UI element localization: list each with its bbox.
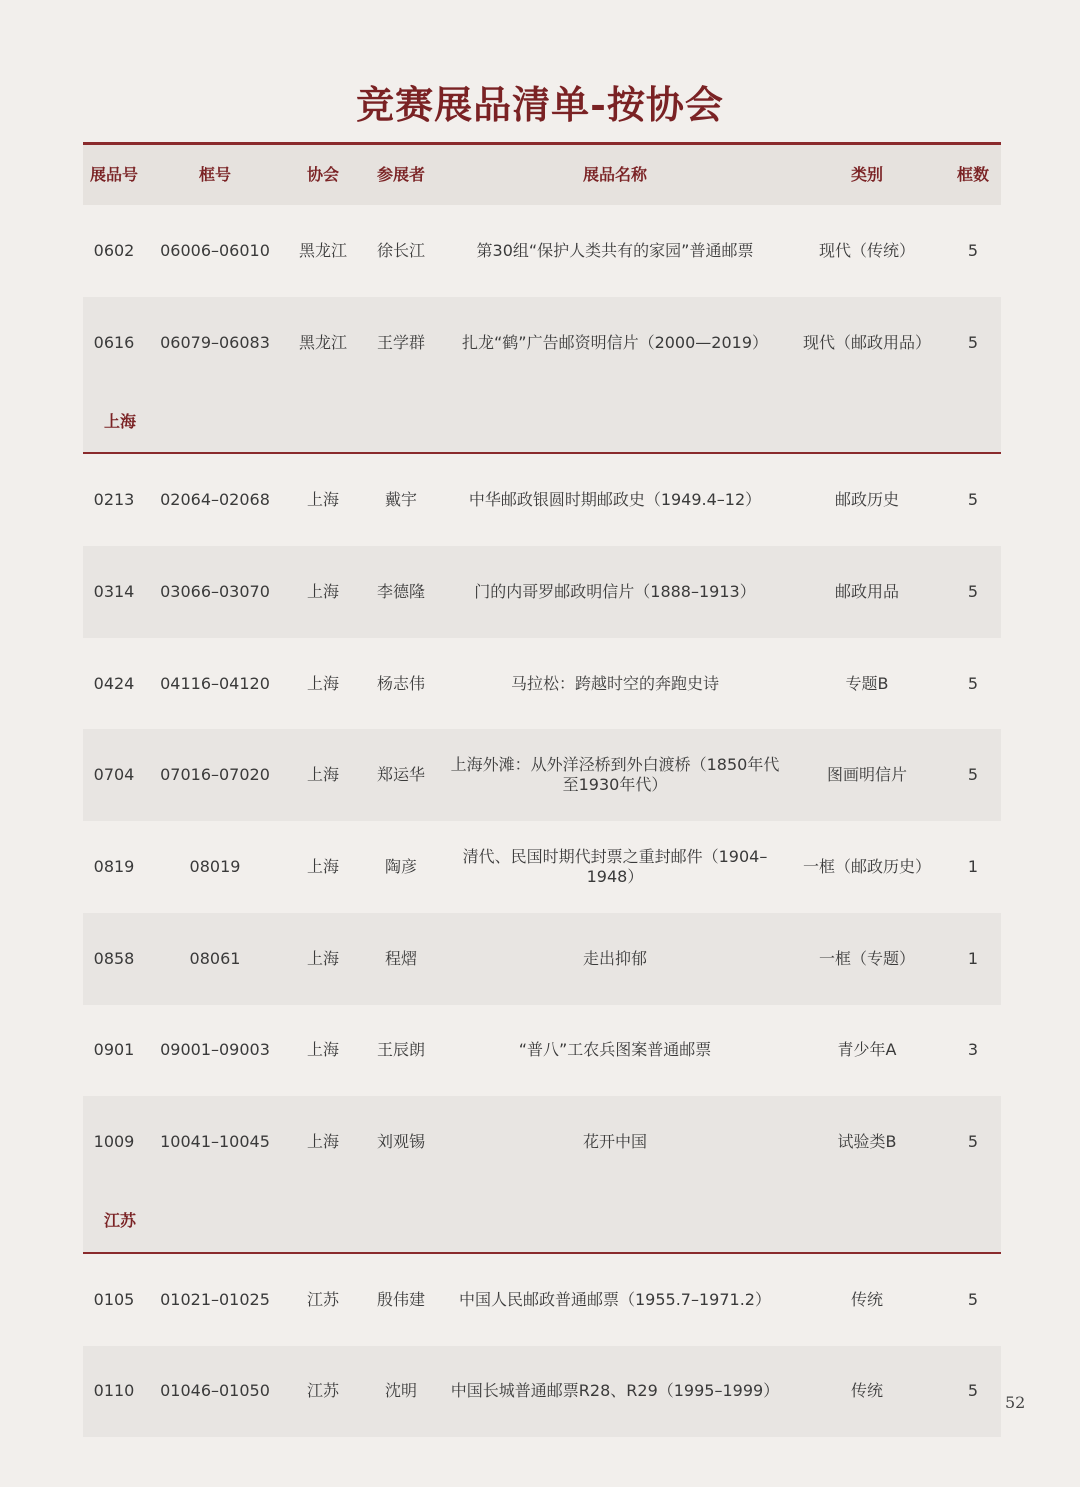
cell-exhibit-name: 走出抑郁 [582, 948, 647, 968]
cell-exhibitor: 刘观锡 [376, 1132, 425, 1152]
cell-exhibit-name: 清代、民国时期代封票之重封邮件（1904–1948） [462, 846, 768, 886]
cell-frame-no: 01021–01025 [160, 1289, 270, 1309]
header-exhibitor: 参展者 [376, 165, 425, 184]
table-row [83, 729, 1001, 821]
cell-frame-no: 03066–03070 [160, 581, 270, 601]
cell-exhibit-no: 0424 [93, 673, 135, 693]
cell-exhibit-name: 中国长城普通邮票R28、R29（1995–1999） [450, 1381, 780, 1401]
table-row [83, 297, 1001, 389]
cell-frame-no: 07016–07020 [160, 765, 270, 785]
table-row [83, 1096, 1001, 1188]
cell-category: 专题B [845, 673, 889, 693]
cell-exhibitor: 李德隆 [376, 581, 425, 601]
group-header-jiangsu [83, 1188, 1001, 1254]
cell-frame-no: 06006–06010 [160, 240, 270, 260]
cell-category: 传统 [850, 1289, 883, 1309]
cell-association: 上海 [306, 1132, 339, 1152]
cell-association: 上海 [306, 856, 339, 876]
cell-frames: 5 [967, 581, 979, 601]
cell-association: 上海 [306, 490, 339, 510]
cell-exhibit-no: 0213 [93, 490, 135, 510]
cell-exhibitor: 沈明 [384, 1381, 417, 1401]
group-label: 江苏 [104, 1211, 137, 1231]
group-header-shanghai [83, 388, 1001, 454]
cell-frame-no: 09001–09003 [160, 1040, 270, 1060]
cell-exhibitor: 王学群 [376, 332, 425, 352]
cell-category: 邮政用品 [834, 581, 899, 601]
cell-exhibitor: 戴宇 [384, 490, 417, 510]
header-exhibit-name: 展品名称 [582, 165, 647, 184]
cell-exhibit-no: 0602 [93, 240, 135, 260]
table-row [83, 821, 1001, 913]
cell-category: 图画明信片 [826, 765, 907, 785]
table-row [83, 1346, 1001, 1438]
cell-exhibit-no: 1009 [93, 1132, 135, 1152]
page-title: 竞赛展品清单-按协会 [356, 82, 724, 127]
cell-exhibit-name: 门的内哥罗邮政明信片（1888–1913） [474, 581, 756, 601]
cell-frame-no: 01046–01050 [160, 1381, 270, 1401]
cell-exhibit-name: 中国人民邮政普通邮票（1955.7–1971.2） [459, 1289, 771, 1309]
cell-frames: 5 [967, 1132, 979, 1152]
table-header [83, 145, 1001, 205]
cell-exhibit-name: 扎龙“鹤”广告邮资明信片（2000—2019） [461, 332, 769, 352]
cell-category: 一框（邮政历史） [802, 856, 931, 876]
cell-frames: 5 [967, 240, 979, 260]
cell-association: 黑龙江 [298, 332, 347, 352]
cell-exhibitor: 陶彦 [384, 856, 417, 876]
cell-category: 青少年A [837, 1040, 897, 1060]
cell-exhibitor: 杨志伟 [376, 673, 425, 693]
cell-exhibit-no: 0901 [93, 1040, 135, 1060]
cell-exhibit-name: 花开中国 [582, 1132, 647, 1152]
cell-exhibit-no: 0110 [93, 1381, 135, 1401]
cell-frames: 5 [967, 765, 979, 785]
cell-association: 江苏 [306, 1381, 339, 1401]
page-number: 52 [1005, 1393, 1026, 1412]
cell-category: 传统 [850, 1381, 883, 1401]
cell-exhibit-no: 0858 [93, 948, 135, 968]
cell-category: 邮政历史 [834, 490, 899, 510]
cell-exhibit-name: 第30组“保护人类共有的家园”普通邮票 [476, 240, 754, 260]
exhibit-table [83, 142, 1001, 1437]
cell-frames: 5 [967, 673, 979, 693]
header-frame-no: 框号 [198, 165, 231, 184]
table-row [83, 546, 1001, 638]
cell-category: 试验类B [837, 1132, 897, 1152]
cell-frames: 5 [967, 1289, 979, 1309]
header-association: 协会 [306, 165, 339, 184]
cell-exhibit-no: 0616 [93, 332, 135, 352]
cell-frame-no: 08019 [189, 856, 241, 876]
cell-exhibitor: 殷伟建 [376, 1289, 425, 1309]
cell-association: 上海 [306, 765, 339, 785]
cell-exhibit-no: 0105 [93, 1289, 135, 1309]
cell-category: 现代（邮政用品） [802, 332, 931, 352]
cell-frame-no: 04116–04120 [160, 673, 270, 693]
table-row [83, 205, 1001, 297]
cell-exhibitor: 徐长江 [376, 240, 425, 260]
cell-exhibit-name: “普八”工农兵图案普通邮票 [518, 1040, 712, 1060]
cell-association: 黑龙江 [298, 240, 347, 260]
cell-exhibit-no: 0704 [93, 765, 135, 785]
table-row [83, 1005, 1001, 1097]
cell-frames: 5 [967, 332, 979, 352]
cell-exhibit-name: 上海外滩：从外洋泾桥到外白渡桥（1850年代至1930年代） [450, 755, 780, 795]
cell-exhibitor: 郑运华 [376, 765, 425, 785]
cell-exhibitor: 王辰朗 [376, 1040, 425, 1060]
cell-exhibit-no: 0819 [93, 856, 135, 876]
cell-frames: 1 [967, 856, 979, 876]
group-label: 上海 [104, 411, 137, 431]
cell-association: 上海 [306, 673, 339, 693]
header-category: 类别 [850, 165, 883, 184]
table-row [83, 454, 1001, 546]
cell-association: 上海 [306, 1040, 339, 1060]
cell-frames: 5 [967, 490, 979, 510]
cell-frame-no: 10041–10045 [160, 1132, 270, 1152]
cell-category: 现代（传统） [818, 240, 915, 260]
cell-frame-no: 02064–02068 [160, 490, 270, 510]
table-row [83, 1254, 1001, 1346]
cell-exhibit-name: 中华邮政银圆时期邮政史（1949.4–12） [468, 490, 762, 510]
cell-frame-no: 08061 [189, 948, 241, 968]
header-frames: 框数 [956, 165, 989, 184]
table-row [83, 913, 1001, 1005]
cell-frames: 1 [967, 948, 979, 968]
cell-frame-no: 06079–06083 [160, 332, 270, 352]
cell-association: 上海 [306, 948, 339, 968]
cell-association: 江苏 [306, 1289, 339, 1309]
cell-exhibit-name: 马拉松：跨越时空的奔跑史诗 [510, 673, 719, 693]
cell-association: 上海 [306, 581, 339, 601]
cell-frames: 5 [967, 1381, 979, 1401]
cell-exhibit-no: 0314 [93, 581, 135, 601]
table-row [83, 638, 1001, 730]
cell-category: 一框（专题） [818, 948, 915, 968]
cell-exhibitor: 程熠 [384, 948, 417, 968]
header-exhibit-no: 展品号 [89, 165, 138, 184]
cell-frames: 3 [967, 1040, 979, 1060]
